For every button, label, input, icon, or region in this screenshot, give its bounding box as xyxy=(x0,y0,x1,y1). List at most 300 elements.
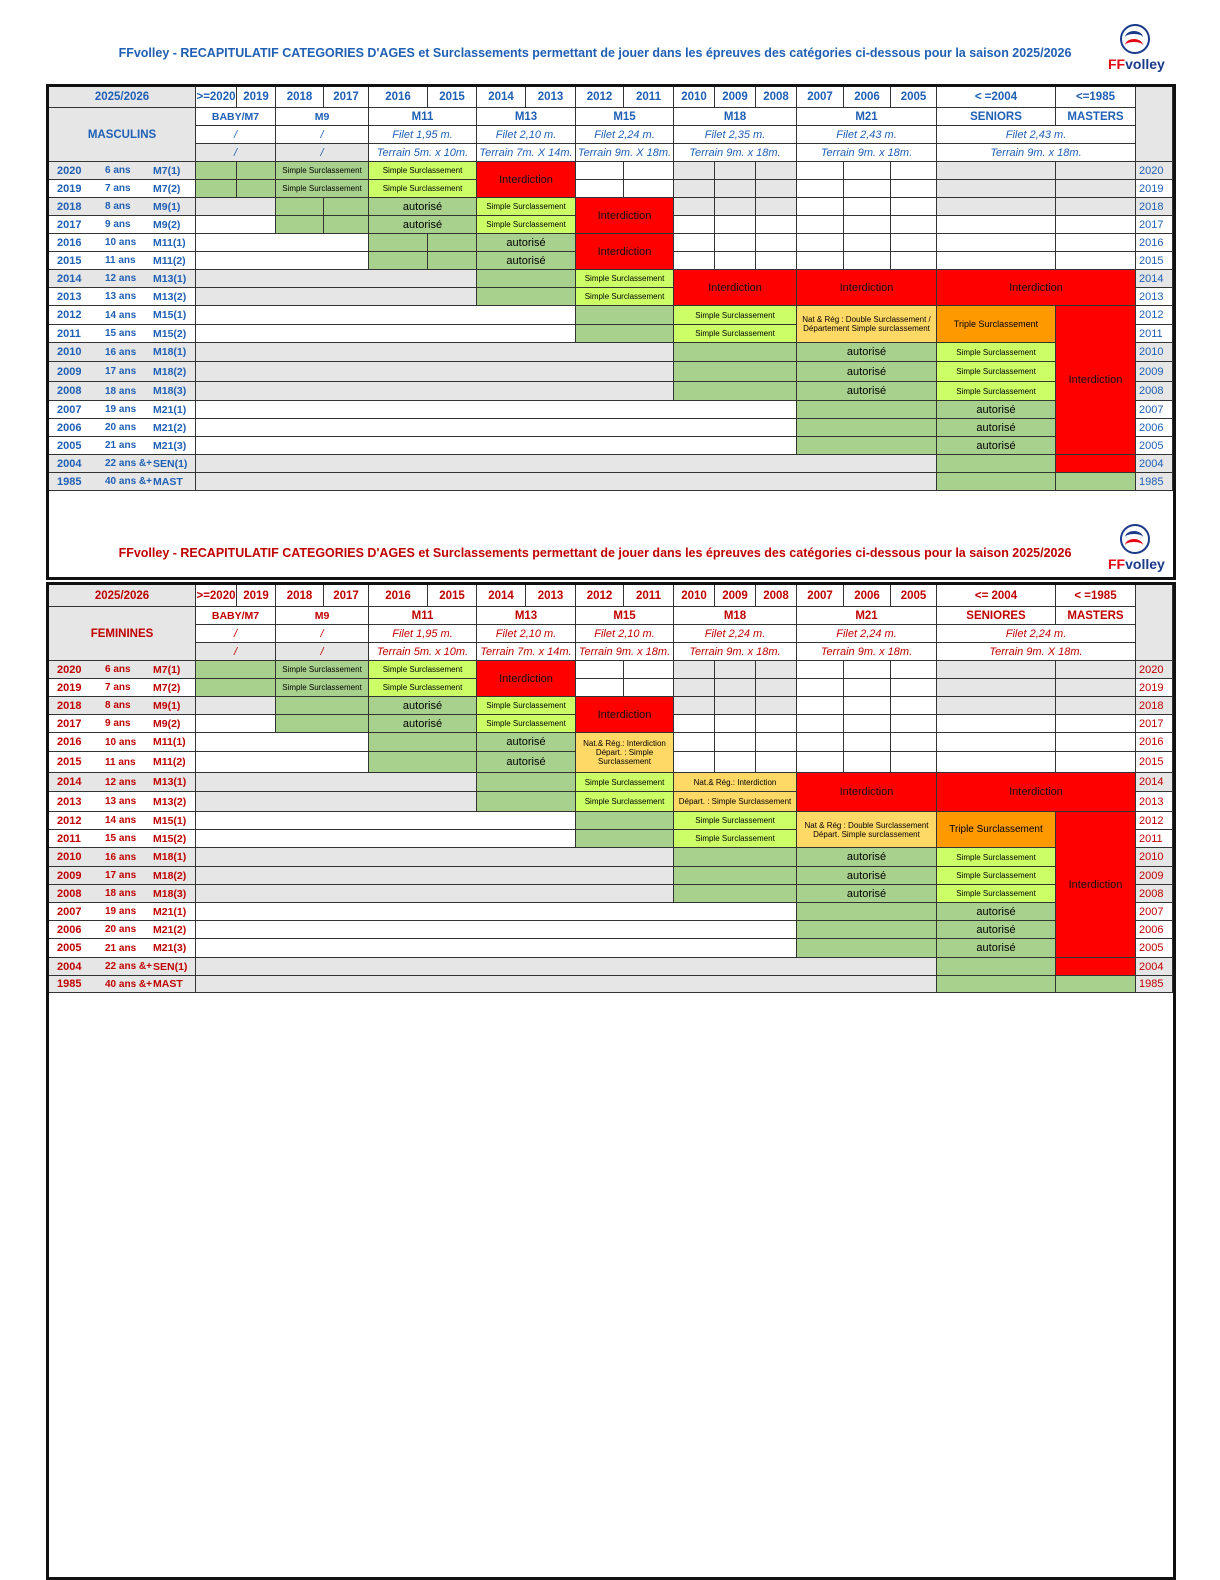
year-header: 2012 xyxy=(576,87,624,108)
empty-cell xyxy=(196,362,674,382)
empty-cell xyxy=(891,234,937,252)
age: 9 ans xyxy=(105,219,131,230)
age: 14 ans xyxy=(105,309,137,321)
category-code: M13(1) xyxy=(153,776,187,788)
row-year-right: 2011 xyxy=(1136,325,1173,343)
age: 8 ans xyxy=(105,700,131,711)
row-label xyxy=(49,921,196,939)
row-label xyxy=(49,679,196,697)
empty-cell xyxy=(756,752,797,773)
birth-year: 1985 xyxy=(57,978,82,990)
empty-cell xyxy=(937,162,1056,180)
empty-cell xyxy=(674,697,715,715)
empty-cell xyxy=(196,903,797,921)
empty-cell xyxy=(196,792,477,812)
empty-cell xyxy=(797,401,937,419)
row-year-right: 2004 xyxy=(1136,958,1173,976)
nat-reg-note: Nat & Rég : Double Surclassement / Département Simple surclassement xyxy=(797,306,937,343)
empty-cell xyxy=(715,679,756,697)
season-label: 2025/2026 xyxy=(49,585,196,607)
row-label xyxy=(49,697,196,715)
category-header: MASTERS xyxy=(1056,607,1136,625)
triple-surclassement: Triple Surclassement xyxy=(937,812,1056,848)
age: 21 ans xyxy=(105,440,137,451)
category-code: M21(2) xyxy=(153,421,187,434)
empty-cell xyxy=(844,162,891,180)
birth-year: 2004 xyxy=(57,457,82,470)
simple-surclassement: Simple Surclassement xyxy=(674,812,797,830)
terrain-size: Terrain 5m. x 10m. xyxy=(369,144,477,162)
year-header: 2008 xyxy=(756,585,797,607)
filet-height: Filet 2,24 m. xyxy=(937,625,1136,643)
category-code: M13(2) xyxy=(153,795,187,808)
row-year-right: 1985 xyxy=(1136,976,1173,993)
empty-cell xyxy=(196,733,369,752)
year-header: >=2020 xyxy=(196,87,237,108)
row-label xyxy=(49,325,196,343)
empty-cell xyxy=(196,885,674,903)
category-code: M7(1) xyxy=(153,663,181,676)
year-header: 2014 xyxy=(477,87,526,108)
row-year-right: 2017 xyxy=(1136,715,1173,733)
terrain-size: Terrain 5m. x 10m. xyxy=(369,643,477,661)
empty-cell xyxy=(196,773,477,792)
year-header: 2013 xyxy=(526,585,576,607)
simple-surclassement: Simple Surclassement xyxy=(937,343,1056,362)
empty-cell xyxy=(196,455,937,473)
year-header: 2012 xyxy=(576,585,624,607)
empty-cell xyxy=(196,401,797,419)
row-year-right: 2008 xyxy=(1136,885,1173,903)
year-header: 2016 xyxy=(369,585,428,607)
empty-cell xyxy=(891,198,937,216)
row-label xyxy=(49,288,196,306)
empty-cell xyxy=(715,162,756,180)
empty-cell xyxy=(624,661,674,679)
birth-year: 2012 xyxy=(57,309,82,321)
simple-surclassement: Simple Surclassement xyxy=(674,306,797,325)
empty-cell xyxy=(937,473,1056,491)
empty-cell xyxy=(196,812,576,830)
terrain-size: / xyxy=(276,144,369,162)
empty-cell xyxy=(196,419,797,437)
row-label xyxy=(49,715,196,733)
empty-cell xyxy=(937,180,1056,198)
row-year-right: 2017 xyxy=(1136,216,1173,234)
autorise: autorisé xyxy=(797,848,937,867)
birth-year: 2012 xyxy=(57,814,82,827)
category-header: M15 xyxy=(576,108,674,126)
birth-year: 2004 xyxy=(57,960,82,973)
age: 18 ans xyxy=(105,888,137,899)
empty-cell xyxy=(937,976,1056,993)
empty-cell xyxy=(1056,473,1136,491)
empty-cell xyxy=(844,697,891,715)
empty-cell xyxy=(196,216,276,234)
category-code: M21(1) xyxy=(153,403,187,416)
row-label xyxy=(49,752,196,773)
empty-cell xyxy=(196,958,937,976)
empty-cell xyxy=(196,921,797,939)
birth-year: 2016 xyxy=(57,736,82,748)
category-header: M11 xyxy=(369,108,477,126)
empty-cell xyxy=(276,697,369,715)
category-code: M15(1) xyxy=(153,814,187,827)
year-header: 2018 xyxy=(276,585,324,607)
year-header: 2019 xyxy=(237,87,276,108)
empty-cell xyxy=(937,198,1056,216)
empty-cell xyxy=(369,752,477,773)
category-header: M18 xyxy=(674,108,797,126)
year-header: 2018 xyxy=(276,87,324,108)
age: 17 ans xyxy=(105,366,137,377)
terrain-size: Terrain 9m. X 18m. xyxy=(576,144,674,162)
autorise: autorisé xyxy=(369,697,477,715)
empty-cell xyxy=(937,715,1056,733)
empty-cell xyxy=(196,306,576,325)
age: 22 ans &+ xyxy=(105,961,152,972)
birth-year: 1985 xyxy=(57,475,82,488)
birth-year: 2013 xyxy=(57,795,82,808)
autorise: autorisé xyxy=(937,437,1056,455)
empty-cell xyxy=(844,216,891,234)
row-year-right: 2018 xyxy=(1136,697,1173,715)
row-label xyxy=(49,812,196,830)
empty-cell xyxy=(1056,455,1136,473)
year-header: 2005 xyxy=(891,87,937,108)
terrain-size: / xyxy=(276,643,369,661)
row-label xyxy=(49,473,196,491)
category-code: M9(1) xyxy=(153,200,181,213)
year-header: 2017 xyxy=(324,87,369,108)
year-header: 2015 xyxy=(428,87,477,108)
autorise: autorisé xyxy=(477,252,576,270)
empty-cell xyxy=(196,697,276,715)
row-year-right: 2018 xyxy=(1136,198,1173,216)
filet-height: Filet 2,24 m. xyxy=(674,625,797,643)
row-label xyxy=(49,419,196,437)
season-label: 2025/2026 xyxy=(49,87,196,108)
empty-cell xyxy=(276,198,324,216)
empty-cell xyxy=(674,848,797,867)
empty-cell xyxy=(674,715,715,733)
category-code: MAST xyxy=(153,978,183,990)
empty-cell xyxy=(797,180,844,198)
birth-year: 2015 xyxy=(57,254,82,267)
volleyball-icon xyxy=(1120,524,1150,554)
birth-year: 2006 xyxy=(57,923,82,936)
category-code: M7(2) xyxy=(153,182,181,195)
empty-cell xyxy=(369,234,428,252)
interdiction: Interdiction xyxy=(1056,306,1136,455)
logo-text: FFvolley xyxy=(1108,556,1165,572)
category-code: M11(2) xyxy=(153,756,186,768)
interdiction: Interdiction xyxy=(576,198,674,234)
empty-cell xyxy=(674,162,715,180)
row-label xyxy=(49,939,196,958)
filet-height: / xyxy=(196,625,276,643)
category-header: M18 xyxy=(674,607,797,625)
interdiction: Interdiction xyxy=(937,773,1136,812)
empty-cell xyxy=(576,306,674,325)
empty-cell xyxy=(797,252,844,270)
masters-year: < =1985 xyxy=(1056,585,1136,607)
interdiction: Interdiction xyxy=(937,270,1136,306)
nat-reg-note: Nat.& Rég.: Interdiction xyxy=(674,773,797,792)
year-header: 2007 xyxy=(797,585,844,607)
empty-cell xyxy=(891,733,937,752)
simple-surclassement: Simple Surclassement xyxy=(937,885,1056,903)
row-year-right: 2015 xyxy=(1136,752,1173,773)
row-year-right: 2010 xyxy=(1136,343,1173,362)
simple-surclassement: Simple Surclassement xyxy=(674,325,797,343)
age: 20 ans xyxy=(105,924,137,935)
row-year-right: 2019 xyxy=(1136,180,1173,198)
empty-cell xyxy=(674,867,797,885)
empty-cell xyxy=(674,234,715,252)
empty-cell xyxy=(477,792,576,812)
logo-text: FFvolley xyxy=(1108,56,1165,72)
row-label xyxy=(49,343,196,362)
empty-cell xyxy=(196,162,237,180)
simple-surclassement: Simple Surclassement xyxy=(576,792,674,812)
simple-surclassement: Simple Surclassement xyxy=(674,830,797,848)
row-year-right: 2005 xyxy=(1136,939,1173,958)
birth-year: 2005 xyxy=(57,942,82,954)
category-code: M13(2) xyxy=(153,290,187,303)
empty-cell xyxy=(674,252,715,270)
empty-cell xyxy=(428,252,477,270)
row-label xyxy=(49,306,196,325)
empty-cell xyxy=(756,180,797,198)
empty-cell xyxy=(715,198,756,216)
empty-cell xyxy=(1056,162,1136,180)
autorise: autorisé xyxy=(369,715,477,733)
empty-cell xyxy=(196,437,797,455)
category-header: BABY/M7 xyxy=(196,607,276,625)
autorise: autorisé xyxy=(797,362,937,382)
row-label xyxy=(49,180,196,198)
category-header: M9 xyxy=(276,108,369,126)
category-code: M21(2) xyxy=(153,923,187,936)
interdiction: Interdiction xyxy=(797,773,937,812)
empty-cell xyxy=(937,679,1056,697)
empty-cell xyxy=(674,198,715,216)
empty-cell xyxy=(844,752,891,773)
category-header: SENIORES xyxy=(937,607,1056,625)
terrain-size: / xyxy=(196,144,276,162)
filet-height: Filet 2,35 m. xyxy=(674,126,797,144)
row-year-right: 2012 xyxy=(1136,306,1173,325)
birth-year: 2019 xyxy=(57,182,82,195)
row-label xyxy=(49,903,196,921)
row-year-right: 2016 xyxy=(1136,234,1173,252)
autorise: autorisé xyxy=(477,733,576,752)
birth-year: 2007 xyxy=(57,403,82,416)
empty-cell xyxy=(1056,234,1136,252)
empty-cell xyxy=(576,180,624,198)
sheet-title: FFvolley - RECAPITULATIF CATEGORIES D'AGES et Surclassements permettant de jouer dans les épreuves des catégories ci-dessous pour la saison 2025/2026 xyxy=(118,546,1072,560)
empty-cell xyxy=(674,752,715,773)
category-code: M18(3) xyxy=(153,887,187,900)
empty-cell xyxy=(196,830,576,848)
autorise: autorisé xyxy=(797,343,937,362)
year-header: 2005 xyxy=(891,585,937,607)
empty-cell xyxy=(715,661,756,679)
nat-reg-note: Départ. : Simple Surclassement xyxy=(674,792,797,812)
empty-cell xyxy=(844,198,891,216)
empty-cell xyxy=(477,270,576,288)
empty-cell xyxy=(715,180,756,198)
age: 13 ans xyxy=(105,796,137,807)
empty-cell xyxy=(797,715,844,733)
empty-cell xyxy=(797,733,844,752)
simple-surclassement: Simple Surclassement xyxy=(369,679,477,697)
simple-surclassement: Simple Surclassement xyxy=(276,661,369,679)
empty-cell xyxy=(797,697,844,715)
autorise: autorisé xyxy=(937,401,1056,419)
empty-cell xyxy=(844,180,891,198)
year-header: 2007 xyxy=(797,87,844,108)
empty-cell xyxy=(797,921,937,939)
birth-year: 2018 xyxy=(57,200,82,213)
age: 10 ans xyxy=(105,237,137,248)
category-code: SEN(1) xyxy=(153,457,188,470)
row-label xyxy=(49,401,196,419)
row-label xyxy=(49,885,196,903)
category-code: M15(1) xyxy=(153,309,187,321)
empty-cell xyxy=(937,958,1056,976)
category-code: M9(2) xyxy=(153,218,181,231)
simple-surclassement: Simple Surclassement xyxy=(937,362,1056,382)
birth-year: 2010 xyxy=(57,346,82,358)
empty-cell xyxy=(1056,752,1136,773)
empty-cell xyxy=(937,252,1056,270)
autorise: autorisé xyxy=(937,903,1056,921)
row-label xyxy=(49,437,196,455)
empty-cell xyxy=(674,180,715,198)
simple-surclassement: Simple Surclassement xyxy=(276,162,369,180)
category-code: M18(2) xyxy=(153,869,187,882)
empty-cell xyxy=(1056,216,1136,234)
year-header: 2019 xyxy=(237,585,276,607)
age: 40 ans &+ xyxy=(105,978,152,990)
empty-cell xyxy=(196,180,237,198)
simple-surclassement: Simple Surclassement xyxy=(576,270,674,288)
empty-cell xyxy=(624,162,674,180)
terrain-size: Terrain 9m. x 18m. xyxy=(674,144,797,162)
terrain-size: Terrain 9m. x 18m. xyxy=(797,144,937,162)
year-header: 2011 xyxy=(624,585,674,607)
age: 6 ans xyxy=(105,165,131,176)
empty-cell xyxy=(797,752,844,773)
filet-height: Filet 2,10 m. xyxy=(576,625,674,643)
empty-cell xyxy=(674,679,715,697)
autorise: autorisé xyxy=(937,419,1056,437)
terrain-size: Terrain 9m. x 18m. xyxy=(937,144,1136,162)
age: 18 ans xyxy=(105,385,137,397)
terrain-size: Terrain 9m. x 18m. xyxy=(797,643,937,661)
age: 22 ans &+ xyxy=(105,458,152,469)
empty-cell xyxy=(937,455,1056,473)
birth-year: 2008 xyxy=(57,887,82,900)
row-label xyxy=(49,867,196,885)
autorise: autorisé xyxy=(797,867,937,885)
row-year-right: 2005 xyxy=(1136,437,1173,455)
empty-cell xyxy=(844,661,891,679)
row-label xyxy=(49,792,196,812)
category-code: M18(1) xyxy=(153,346,187,358)
simple-surclassement: Simple Surclassement xyxy=(369,180,477,198)
filet-height: Filet 1,95 m. xyxy=(369,625,477,643)
simple-surclassement: Simple Surclassement xyxy=(576,288,674,306)
autorise: autorisé xyxy=(937,939,1056,958)
row-year-right: 2019 xyxy=(1136,679,1173,697)
empty-cell xyxy=(674,885,797,903)
empty-cell xyxy=(715,252,756,270)
empty-cell xyxy=(797,162,844,180)
row-label xyxy=(49,976,196,993)
corner xyxy=(1136,87,1173,162)
empty-cell xyxy=(756,733,797,752)
empty-cell xyxy=(891,252,937,270)
category-code: M21(3) xyxy=(153,439,187,452)
birth-year: 2007 xyxy=(57,905,82,918)
birth-year: 2020 xyxy=(57,663,82,676)
birth-year: 2020 xyxy=(57,164,82,177)
empty-cell xyxy=(844,715,891,733)
autorise: autorisé xyxy=(937,921,1056,939)
category-table xyxy=(46,582,1176,1580)
category-code: M11(2) xyxy=(153,254,186,267)
empty-cell xyxy=(797,903,937,921)
empty-cell xyxy=(1056,679,1136,697)
empty-cell xyxy=(674,733,715,752)
autorise: autorisé xyxy=(477,234,576,252)
row-label xyxy=(49,848,196,867)
empty-cell xyxy=(624,679,674,697)
age: 16 ans xyxy=(105,346,137,358)
age: 19 ans xyxy=(105,906,137,917)
birth-year: 2005 xyxy=(57,439,82,452)
empty-cell xyxy=(797,437,937,455)
category-code: M9(1) xyxy=(153,699,181,712)
birth-year: 2017 xyxy=(57,218,82,231)
triple-surclassement: Triple Surclassement xyxy=(937,306,1056,343)
empty-cell xyxy=(1056,198,1136,216)
empty-cell xyxy=(1056,958,1136,976)
birth-year: 2015 xyxy=(57,756,82,768)
empty-cell xyxy=(196,679,276,697)
category-code: M21(1) xyxy=(153,905,187,918)
row-year-right: 2008 xyxy=(1136,382,1173,401)
empty-cell xyxy=(369,733,477,752)
year-header: 2016 xyxy=(369,87,428,108)
masters-year: <=1985 xyxy=(1056,87,1136,108)
year-header: 2013 xyxy=(526,87,576,108)
nat-reg-note: Nat & Rég : Double Surclassement Départ. Simple surclassement xyxy=(797,812,937,848)
row-label xyxy=(49,958,196,976)
empty-cell xyxy=(1056,733,1136,752)
filet-height: / xyxy=(196,126,276,144)
empty-cell xyxy=(891,162,937,180)
row-label xyxy=(49,733,196,752)
empty-cell xyxy=(196,270,477,288)
row-year-right: 2004 xyxy=(1136,455,1173,473)
row-label xyxy=(49,234,196,252)
empty-cell xyxy=(624,180,674,198)
row-label xyxy=(49,162,196,180)
